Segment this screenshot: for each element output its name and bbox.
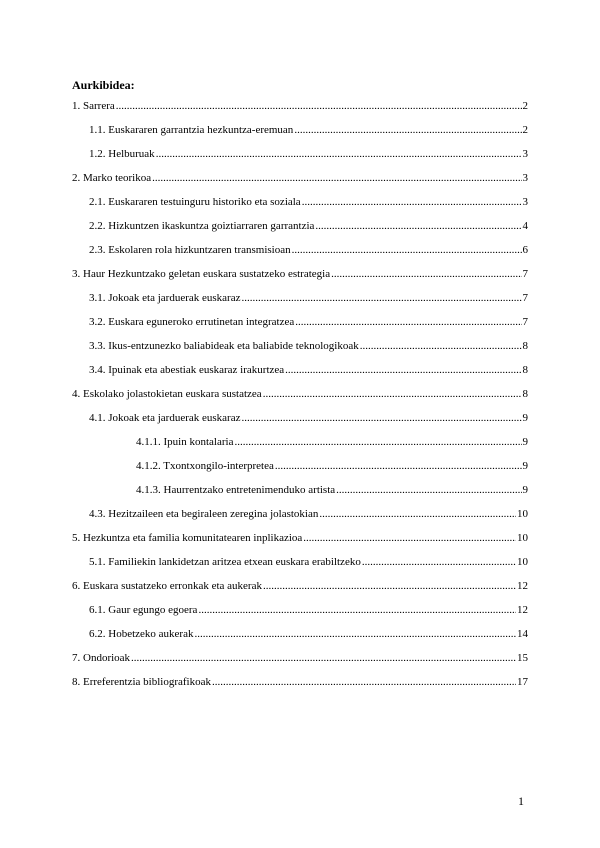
toc-entry-label: 1.2. Helburuak	[89, 148, 155, 160]
toc-entry-page: 12	[517, 604, 528, 616]
toc-entry-page: 15	[517, 652, 528, 664]
toc-dot-leader	[302, 196, 522, 208]
toc-dot-leader	[263, 388, 522, 400]
toc-entry[interactable]	[72, 196, 528, 220]
toc-entry[interactable]	[72, 244, 528, 268]
toc-entry-page: 9	[522, 484, 528, 496]
toc-dot-leader	[331, 268, 521, 280]
toc-entry[interactable]	[72, 652, 528, 676]
toc-dot-leader	[294, 124, 521, 136]
toc-entry-label: 7. Ondorioak	[72, 652, 131, 664]
toc-dot-leader	[292, 244, 522, 256]
toc-entry-label: 3.4. Ipuinak eta abestiak euskaraz irakurtzea	[89, 364, 285, 376]
toc-entry[interactable]	[72, 268, 528, 292]
toc-dot-leader	[285, 364, 521, 376]
toc-entry[interactable]	[72, 484, 528, 508]
toc-entry-page: 12	[517, 580, 528, 592]
toc-dot-leader	[242, 292, 522, 304]
toc-entry-page: 6	[522, 244, 528, 256]
toc-entry-label: 6.2. Hobetzeko aukerak	[89, 628, 194, 640]
toc-entry-label: 4.1.2. Txontxongilo-interpretea	[136, 460, 274, 472]
toc-entry-label: 6. Euskara sustatzeko erronkak eta aukerak	[72, 580, 262, 592]
toc-dot-leader	[131, 652, 516, 664]
toc-entry[interactable]	[72, 676, 528, 700]
toc-entry-label: 1. Sarrera	[72, 100, 115, 112]
toc-entry-label: 3. Haur Hezkuntzako geletan euskara sustatzeko estrategia	[72, 268, 331, 280]
toc-entry-page: 2	[522, 124, 528, 136]
toc-dot-leader	[234, 436, 521, 448]
toc-entry-label: 6.1. Gaur egungo egoera	[89, 604, 198, 616]
toc-entry-page: 14	[517, 628, 528, 640]
toc-entry[interactable]	[72, 220, 528, 244]
toc-dot-leader	[303, 532, 516, 544]
toc-dot-leader	[116, 100, 522, 112]
toc-dot-leader	[319, 508, 516, 520]
toc-entry[interactable]	[72, 340, 528, 364]
toc-entry-page: 9	[522, 436, 528, 448]
toc-entry-page: 8	[522, 388, 528, 400]
toc-entry-label: 5.1. Familiekin lankidetzan aritzea etxean euskara erabiltzeko	[89, 556, 361, 568]
toc-entry[interactable]	[72, 460, 528, 484]
toc-entry-label: 4.1. Jokoak eta jarduerak euskaraz	[89, 412, 241, 424]
toc-title: Aurkibidea:	[72, 78, 135, 92]
toc-entry-label: 3.1. Jokoak eta jarduerak euskaraz	[89, 292, 241, 304]
toc-entry-page: 8	[522, 364, 528, 376]
toc-dot-leader	[315, 220, 521, 232]
toc-entry-label: 3.2. Euskara eguneroko errutinetan integratzea	[89, 316, 295, 328]
toc-dot-leader	[263, 580, 516, 592]
toc-entry-page: 3	[522, 196, 528, 208]
toc-entry-label: 2.3. Eskolaren rola hizkuntzaren transmisioan	[89, 244, 291, 256]
toc-dot-leader	[362, 556, 516, 568]
toc-entry-label: 4.1.1. Ipuin kontalaria	[136, 436, 234, 448]
toc-entry-page: 10	[517, 532, 528, 544]
toc-entry[interactable]	[72, 100, 528, 124]
toc-entry[interactable]	[72, 556, 528, 580]
toc-entry-page: 4	[522, 220, 528, 232]
toc-dot-leader	[212, 676, 516, 688]
toc-dot-leader	[336, 484, 521, 496]
toc-dot-leader	[360, 340, 522, 352]
toc-entry[interactable]	[72, 172, 528, 196]
toc-entry-label: 4. Eskolako jolastokietan euskara sustatzea	[72, 388, 262, 400]
toc-entry-label: 5. Hezkuntza eta familia komunitatearen inplikazioa	[72, 532, 303, 544]
toc-dot-leader	[198, 604, 516, 616]
toc-entry-label: 4.3. Hezitzaileen eta begiraleen zeregina jolastokian	[89, 508, 319, 520]
toc-entry-page: 9	[522, 412, 528, 424]
toc-dot-leader	[152, 172, 521, 184]
toc-entry-page: 10	[517, 508, 528, 520]
toc-dot-leader	[194, 628, 516, 640]
toc-entry[interactable]	[72, 436, 528, 460]
toc-entry[interactable]	[72, 316, 528, 340]
toc-list	[72, 100, 528, 700]
toc-entry[interactable]	[72, 604, 528, 628]
toc-entry-label: 8. Erreferentzia bibliografikoak	[72, 676, 211, 688]
toc-entry-page: 8	[522, 340, 528, 352]
toc-entry-page: 3	[522, 148, 528, 160]
toc-entry-page: 7	[522, 268, 528, 280]
toc-entry[interactable]	[72, 412, 528, 436]
toc-entry[interactable]	[72, 580, 528, 604]
toc-entry[interactable]	[72, 292, 528, 316]
toc-entry-page: 7	[522, 292, 528, 304]
toc-entry[interactable]	[72, 388, 528, 412]
toc-entry-page: 3	[522, 172, 528, 184]
toc-entry[interactable]	[72, 148, 528, 172]
toc-entry[interactable]	[72, 628, 528, 652]
toc-entry[interactable]	[72, 532, 528, 556]
toc-entry-label: 1.1. Euskararen garrantzia hezkuntza-eremuan	[89, 124, 294, 136]
toc-entry-page: 17	[517, 676, 528, 688]
toc-entry-label: 2.1. Euskararen testuinguru historiko eta soziala	[89, 196, 301, 208]
toc-dot-leader	[275, 460, 522, 472]
toc-dot-leader	[156, 148, 522, 160]
toc-entry-label: 4.1.3. Haurrentzako entretenimenduko artista	[136, 484, 336, 496]
toc-entry[interactable]	[72, 124, 528, 148]
toc-entry-label: 3.3. Ikus-entzunezko baliabideak eta baliabide teknologikoak	[89, 340, 359, 352]
toc-entry-page: 2	[522, 100, 528, 112]
toc-entry[interactable]	[72, 508, 528, 532]
toc-entry-label: 2.2. Hizkuntzen ikaskuntza goiztiarraren garrantzia	[89, 220, 315, 232]
toc-entry-page: 10	[517, 556, 528, 568]
toc-entry[interactable]	[72, 364, 528, 388]
toc-dot-leader	[295, 316, 521, 328]
toc-entry-page: 7	[522, 316, 528, 328]
toc-dot-leader	[242, 412, 522, 424]
page-number: 1	[518, 794, 524, 808]
toc-entry-label: 2. Marko teorikoa	[72, 172, 152, 184]
toc-entry-page: 9	[522, 460, 528, 472]
